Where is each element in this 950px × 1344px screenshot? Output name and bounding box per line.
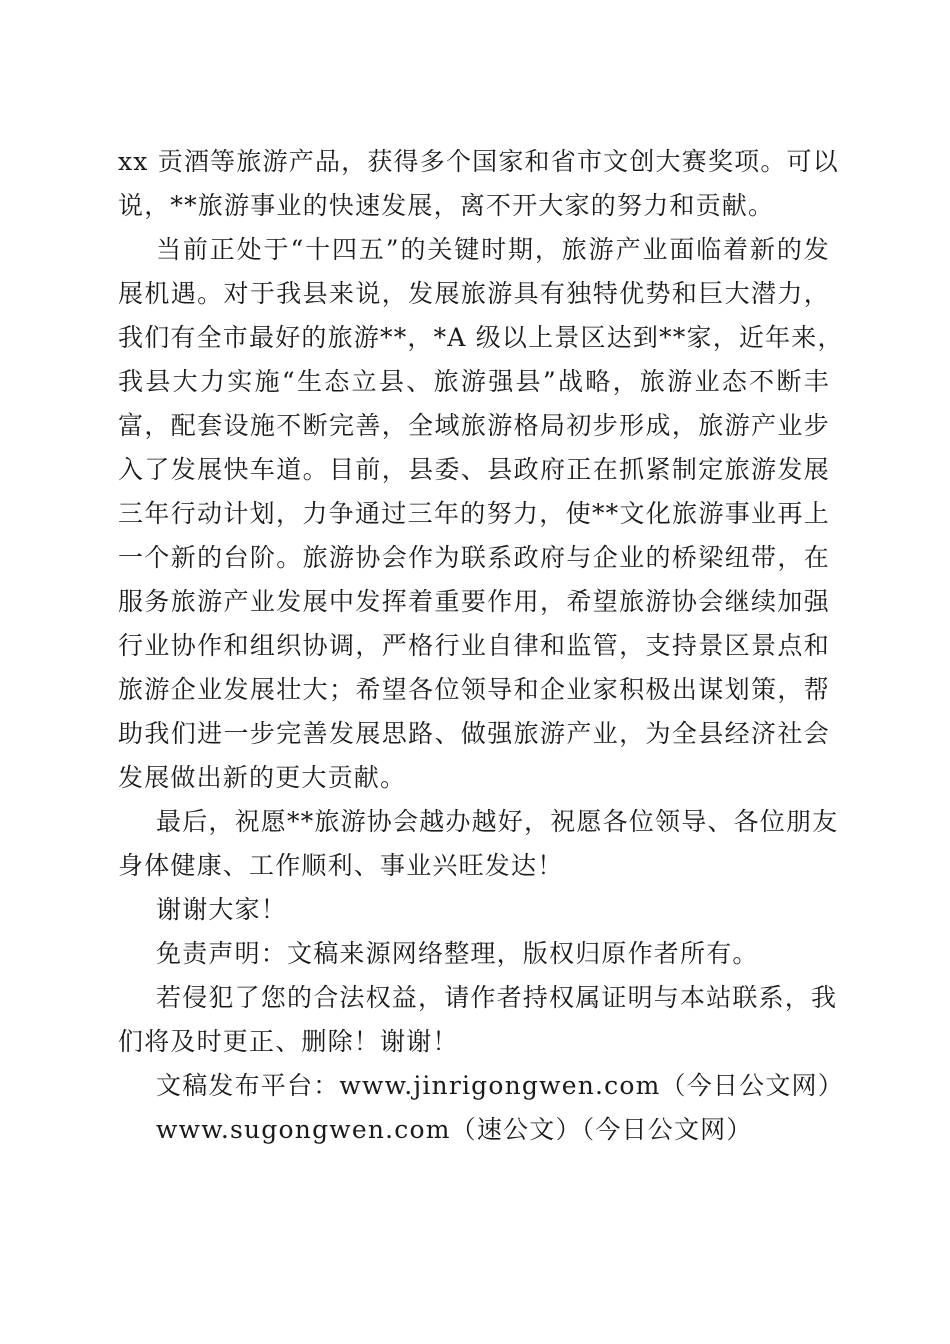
text-line: 发展做出新的更大贡献。 — [118, 763, 407, 792]
text-line: 展机遇。对于我县来说，发展旅游具有独特优势和巨大潜力， — [118, 279, 830, 308]
text-line: 若侵犯了您的合法权益，请作者持权属证明与本站联系，我 — [156, 983, 838, 1012]
text-line: 当前正处于“十四五”的关键时期，旅游产业面临着新的发 — [156, 235, 830, 264]
document-body — [118, 140, 844, 1152]
text-line: 免责声明：文稿来源网络整理，版权归原作者所有。 — [156, 939, 759, 968]
text-line: 一个新的台阶。旅游协会作为联系政府与企业的桥梁纽带，在 — [118, 543, 830, 572]
text-line: 三年行动计划，力争通过三年的努力，使**文化旅游事业再上 — [118, 499, 830, 528]
text-line: 服务旅游产业发展中发挥着重要作用，希望旅游协会继续加强 — [118, 587, 830, 616]
text-line: 我们有全市最好的旅游**，*A 级以上景区达到**家，近年来， — [118, 323, 844, 352]
text-line: 们将及时更正、删除！谢谢！ — [118, 1027, 459, 1056]
text-line: 谢谢大家！ — [156, 895, 288, 924]
text-line: 入了发展快车道。目前，县委、县政府正在抓紧制定旅游发展 — [118, 455, 830, 484]
text-line: 助我们进一步完善发展思路、做强旅游产业，为全县经济社会 — [118, 719, 830, 748]
text-line: 富，配套设施不断完善，全域旅游格局初步形成，旅游产业步 — [118, 411, 830, 440]
text-line: xx 贡酒等旅游产品，获得多个国家和省市文创大赛奖项。可以 — [118, 147, 839, 176]
text-line: 行业协作和组织协调，严格行业自律和监管，支持景区景点和 — [118, 631, 830, 660]
text-line: 旅游企业发展壮大；希望各位领导和企业家积极出谋划策，帮 — [118, 675, 830, 704]
text-line: 我县大力实施“生态立县、旅游强县”战略，旅游业态不断丰 — [118, 367, 830, 396]
text-line: www.sugongwen.com（速公文）（今日公文网） — [156, 1115, 753, 1144]
text-line: 最后，祝愿**旅游协会越办越好，祝愿各位领导、各位朋友 — [156, 807, 839, 836]
text-line: 身体健康、工作顺利、事业兴旺发达！ — [118, 851, 564, 880]
text-line: 说，**旅游事业的快速发展，离不开大家的努力和贡献。 — [118, 191, 775, 220]
text-line: 文稿发布平台：www.jinrigongwen.com（今日公文网） — [156, 1071, 844, 1100]
